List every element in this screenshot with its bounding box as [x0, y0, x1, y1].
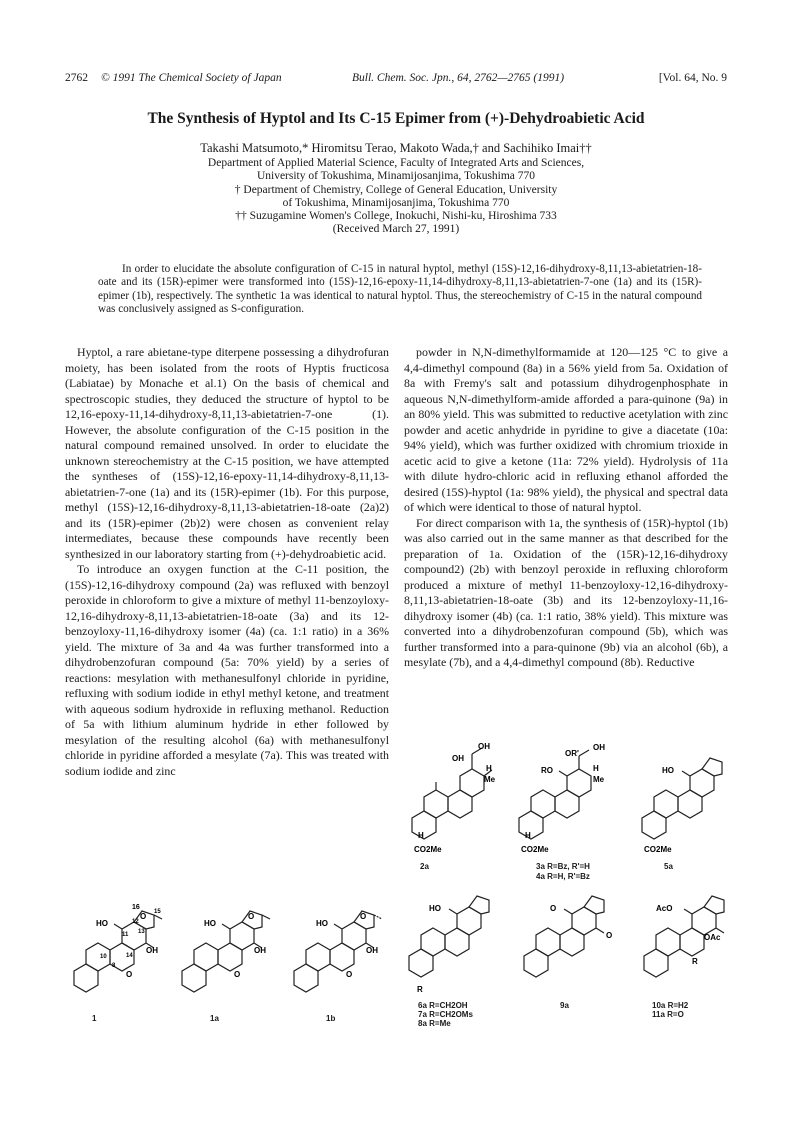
compound-label: 2a	[420, 862, 429, 871]
structure-2a	[408, 742, 498, 860]
affiliations	[65, 157, 727, 237]
me-label: Me	[484, 775, 496, 784]
received-date: (Received March 27, 1991)	[332, 223, 460, 236]
oh-label: OH	[146, 946, 158, 955]
body-paragraph: For direct comparison with 1a, the synthesis of (15R)-hyptol (1b) was also carried out in the same manner as that described for the preparation of 1a. Oxidation of the (15R)-12,16-dihydroxy compound2) (2b) with benzoyl peroxide in refluxing chloroform produced a mixture of methyl 11-benzoyloxy-12,16-dihydroxy-8,11,13-abietatrien-18-oate (3b) and its 12-benzoyloxy-11,16-dihydroxy isomer (4b) (ca. 1:1 ratio, 38% yield). This mixture was converted into a dihydrobenzofuran compound (5b), which was further transformed into a para-quinone (9b) via an alcohol (6b), a mesylate (7b), and a 4,4-dimethyl compound (8b). Reductive	[404, 515, 728, 669]
volume-info: [Vol. 64, No. 9	[658, 72, 727, 84]
compound-label: 9a	[560, 1001, 569, 1010]
structure-10a	[640, 880, 730, 1000]
body-column-left	[65, 345, 389, 779]
h-label: H	[525, 831, 531, 840]
o-label: O	[346, 970, 353, 979]
compound-label: 5a	[664, 862, 673, 871]
affiliation-line: †† Suzugamine Women's College, Inokuchi, Nishi-ku, Hiroshima 733	[235, 210, 557, 223]
ester-label: CO2Me	[644, 845, 672, 854]
structure-1b	[290, 895, 385, 1015]
compound-label: 1	[92, 1014, 97, 1023]
o-label: O	[140, 912, 147, 921]
h-label: H	[593, 764, 599, 773]
atom-number: 13	[138, 929, 145, 935]
or-label: OR'	[565, 749, 579, 758]
ho-label: HO	[96, 919, 108, 928]
ho-label: HO	[429, 904, 441, 913]
journal-citation: Bull. Chem. Soc. Jpn., 64, 2762—2765 (1991)	[352, 72, 565, 84]
oh-label: OH	[366, 946, 378, 955]
atom-number: 12	[132, 919, 139, 925]
o-label: O	[606, 931, 613, 940]
structure-5a	[638, 742, 728, 860]
body-paragraph: powder in N,N-dimethylformamide at 120—125 °C to give a 4,4-dimethyl compound (8a) in a 56% yield from 5a. Oxidation of 8a with Fremy's salt and potassium dihydrogenphosphate in aqueous N,N-dimethylform-amide afforded a para-quinone (9a) in an 80% yield. This was submitted to reductive acetylation with zinc powder and acetic anhydride in pyridine to give a diacetate (10a: 94% yield), which was further oxidized with chromium trioxide in acetic acid to give a ketone (11a: 72% yield). Hydrolysis of 11a with dilute hydro-chloric acid in refluxing ethanol afforded the desired (15S)-hyptol (1a: 98% yield), the physical and spectral data of which were identical to those of natural hyptol.	[404, 345, 728, 514]
o-label: O	[248, 912, 255, 921]
affiliation-line: University of Tokushima, Minamijosanjima, Tokushima 770	[256, 170, 536, 183]
structure-3a-4a	[515, 742, 615, 860]
atom-number: 11	[122, 932, 129, 938]
compound-label: 10a R=H2	[652, 1001, 689, 1010]
o-label: O	[550, 904, 557, 913]
ho-label: HO	[662, 766, 674, 775]
author-list: Takashi Matsumoto,* Hiromitsu Terao, Makoto Wada,† and Sachihiko Imai††	[200, 141, 592, 155]
body-paragraph: To introduce an oxygen function at the C-11 position, the (15S)-12,16-dihydroxy compound (2a) was refluxed with benzoyl peroxide in chloroform to give a mixture of methyl 11-benzoyloxy-12,16-dihydroxy-8,11,13-abietatrien-18-oate (3a) and its 12-benzoyloxy-11,16-dihydroxy isomer (4a) (ca. 1:1 ratio) in a 36% yield. The mixture of 3a and 4a was further transformed into a dihydrobenzofuran compound (5a: 70% yield) by a series of reactions: mesylation with methanesulfonyl chloride in pyridine, refluxing with sodium iodide in ethyl methyl ketone, and treatment with aqueous sodium hydroxide in refluxing methanol. Reduction of 5a with lithium aluminum hydride in ether followed by mesylation of the resulting alcohol (6a) with methanesulfonyl chloride in pyridine afforded a mesylate (7a). This was treated with sodium iodide and zinc	[65, 562, 389, 778]
structure-1a	[178, 895, 273, 1015]
atom-number: 16	[132, 904, 140, 911]
compound-label: 1b	[326, 1014, 336, 1023]
oac-label: OAc	[704, 933, 721, 942]
atom-number: 8	[112, 963, 116, 969]
oh-label: OH	[452, 754, 464, 763]
atom-number: 10	[100, 954, 107, 960]
oh-label: OH	[254, 946, 266, 955]
compound-label: 7a R=CH2OMs	[418, 1010, 473, 1019]
compound-label: 8a R=Me	[418, 1019, 451, 1028]
h-label: H	[418, 831, 424, 840]
compound-label: 3a R=Bz, R'=H	[536, 862, 590, 871]
structure-9a	[520, 880, 615, 1000]
structure-6a	[405, 880, 500, 1000]
ester-label: CO2Me	[521, 845, 549, 854]
oh-label: OH	[478, 742, 490, 751]
h-label: H	[486, 764, 492, 773]
o-label: O	[360, 912, 367, 921]
o-label: O	[126, 970, 133, 979]
abstract: In order to elucidate the absolute configuration of C-15 in natural hyptol, methyl (15S)-12,16-dihydroxy-8,11,13-abietatrien-18-oate and its (15R)-epimer were transformed into (15S)-12,16-epoxy-11,14-dihydroxy-8,11,13-abietatrien-7-one (1a) and its (15R)-epimer (1b), respectively. The synthetic 1a was identical to natural hyptol. Thus, the stereochemistry of C-15 in the natural compound was conclusively assigned as S-configuration.	[98, 263, 702, 315]
copyright: © 1991 The Chemical Society of Japan	[101, 72, 282, 84]
affiliation-line: Department of Applied Material Science, Faculty of Integrated Arts and Sciences,	[207, 157, 585, 169]
compound-label: 11a R=O	[652, 1010, 684, 1019]
aco-label: AcO	[656, 904, 673, 913]
affiliation-line: of Tokushima, Minamijosanjima, Tokushima 770	[282, 196, 510, 209]
affiliation-line: † Department of Chemistry, College of General Education, University	[234, 183, 558, 196]
page-number: 2762	[65, 72, 88, 84]
compound-label: 4a R=H, R'=Bz	[536, 872, 590, 881]
r-label: R	[417, 985, 423, 994]
body-paragraph: Hyptol, a rare abietane-type diterpene possessing a dihydrofuran moiety, has been isolated from the roots of Hyptis fructicosa (Labiatae) by Monache et al.1) On the basis of chemical and spectroscopic studies, they deduced the structure of hyptol to be 12,16-epoxy-11,14-dihydroxy-8,11,13-abietatrien-7-one (1). However, the absolute configuration of the C-15 position in the natural compound remained unsolved. In order to elucidate the unknown stereochemistry at the C-15 position, we have attempted the syntheses of (15S)-12,16-epoxy-11,14-dihydroxy-8,11,13-abietatrien-7-one (1a) and its (15R)-epimer (1b). For this purpose, methyl (15S)-12,16-dihydroxy-8,11,13-abietatrien-18-oate (2a)2) and its (15R)-epimer (2b)2) were chosen as convenient relay intermediates, because these compounds have recently been synthesized in our laboratory starting from (+)-dehydroabietic acid.	[65, 345, 389, 561]
r-label: R	[692, 957, 698, 966]
o-label: O	[234, 970, 241, 979]
article-title: The Synthesis of Hyptol and Its C-15 Epimer from (+)-Dehydroabietic Acid	[147, 110, 645, 127]
ester-label: CO2Me	[414, 845, 442, 854]
ho-label: HO	[316, 919, 328, 928]
structure-1	[70, 895, 165, 1015]
ho-label: HO	[204, 919, 216, 928]
atom-number: 15	[154, 909, 161, 915]
compound-label: 1a	[210, 1014, 219, 1023]
body-column-right	[404, 345, 728, 671]
oh-label: OH	[593, 743, 605, 752]
me-label: Me	[593, 775, 605, 784]
atom-number: 14	[126, 953, 133, 959]
compound-label: 6a R=CH2OH	[418, 1001, 468, 1010]
ro-label: RO	[541, 766, 553, 775]
